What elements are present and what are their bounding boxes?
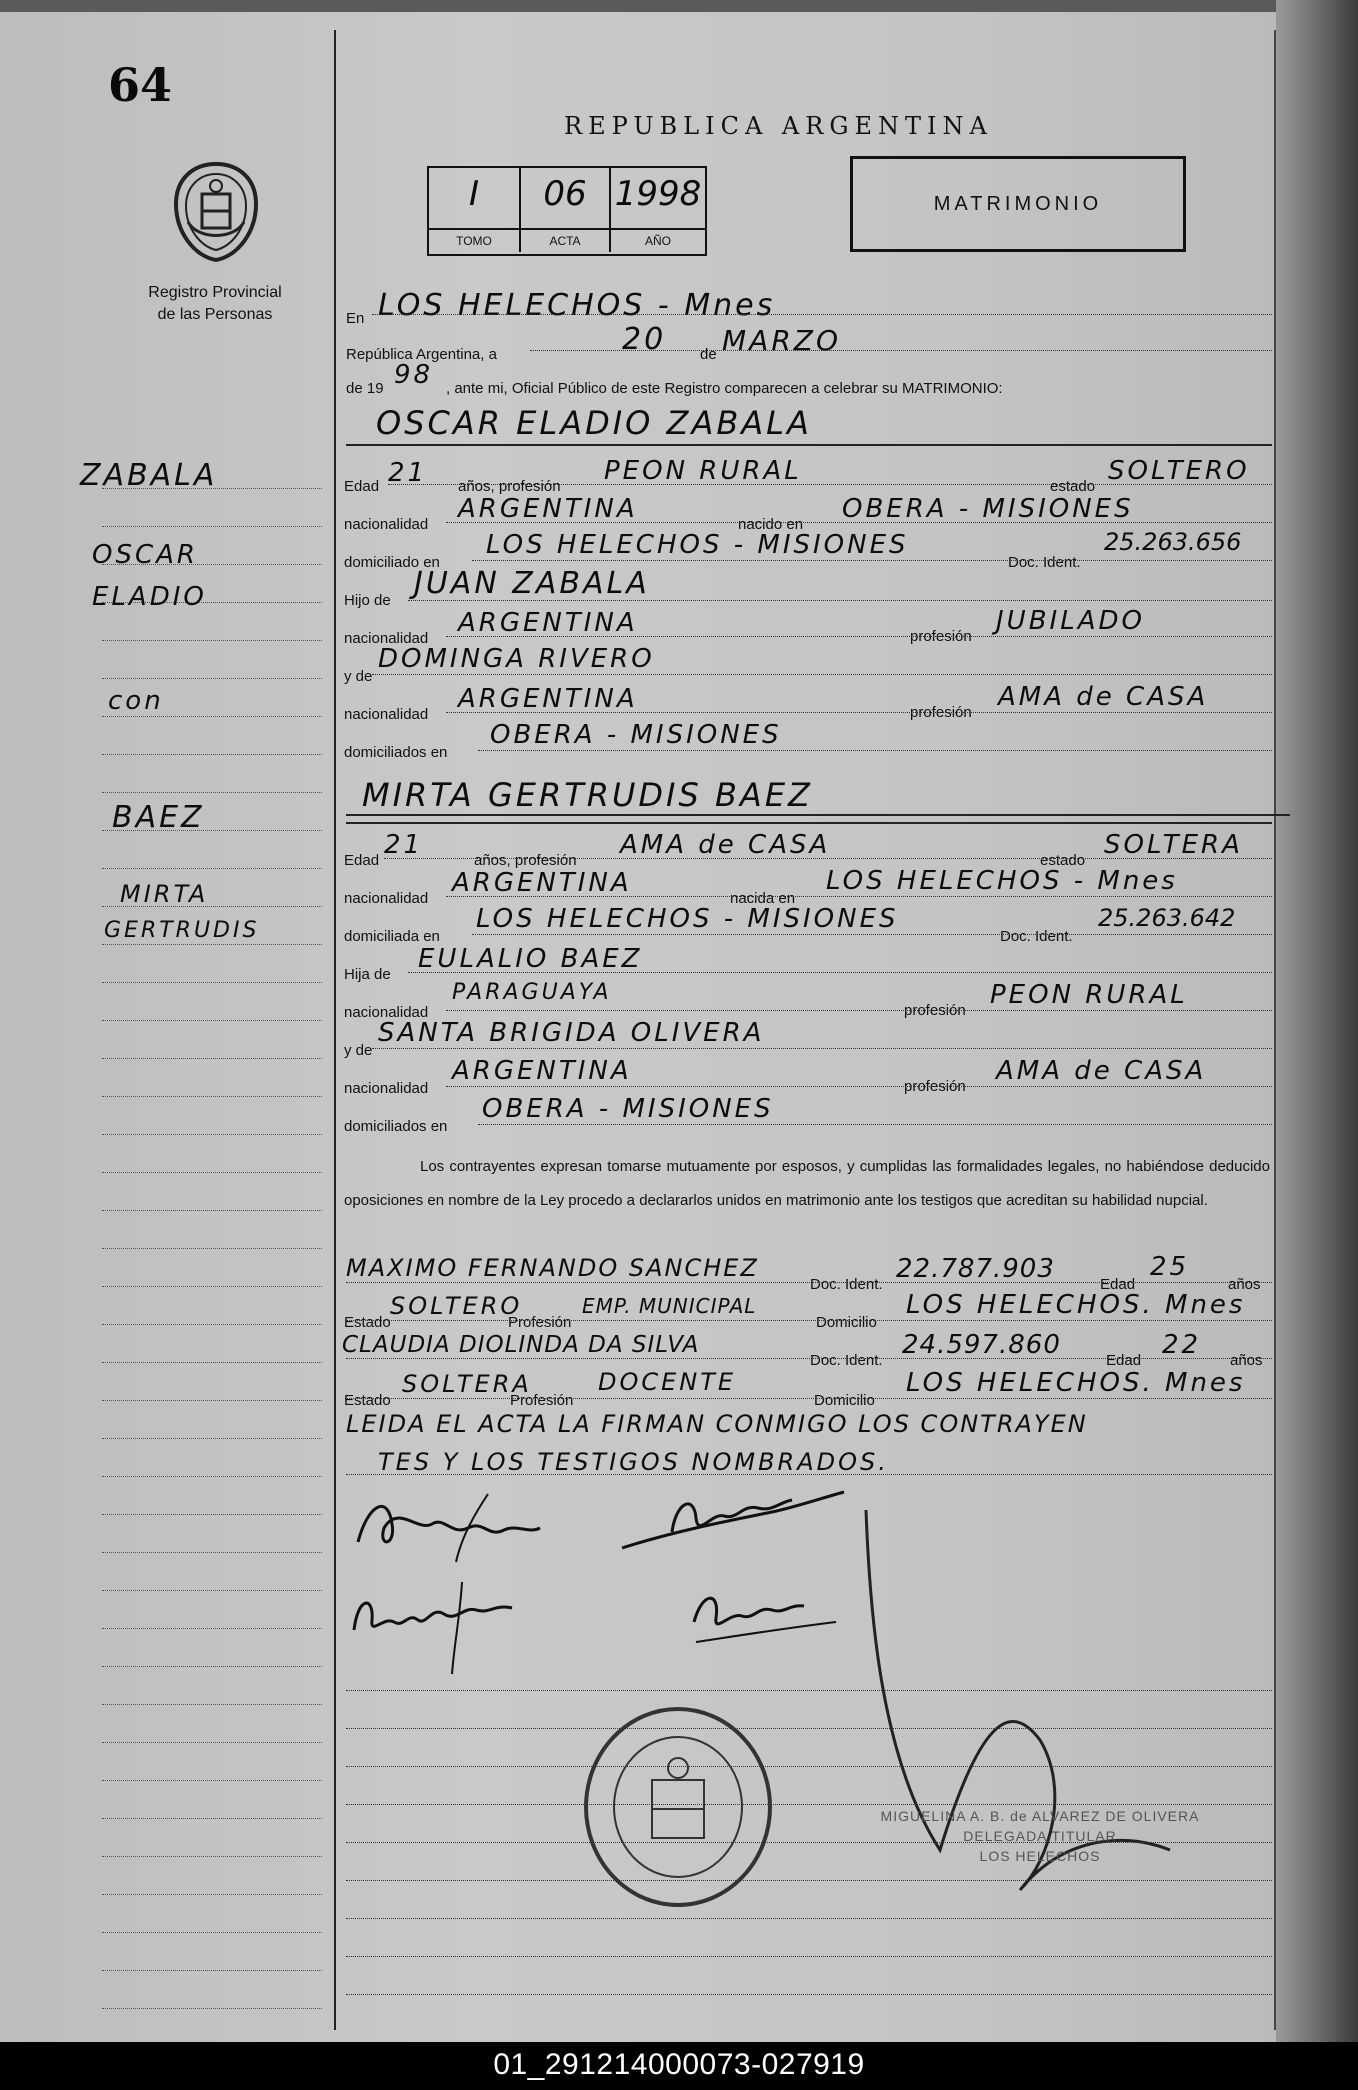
witness2-age: 22 <box>1162 1330 1202 1360</box>
label-anos: años <box>1228 1276 1261 1293</box>
witness1-profession: EMP. MUNICIPAL <box>582 1294 757 1318</box>
label-profesion: profesión <box>910 628 972 645</box>
year-suffix: 98 <box>394 360 434 390</box>
label-domiciliados-en: domiciliados en <box>344 744 448 761</box>
day: 20 <box>622 322 667 357</box>
witness2-address: LOS HELECHOS. Mnes <box>906 1368 1246 1398</box>
label-estado: estado <box>1050 478 1096 495</box>
bride-father-profession: PEON RURAL <box>990 980 1188 1010</box>
declaration-text: Los contrayentes expresan tomarse mutuamente por esposos, y cumplidas las formalidades legales, no habiéndose deducido oposiciones en nombre de la Ley procedo a declararlos unidos en matrimonio ante los testigos que acreditan su habilidad nupcial. <box>344 1158 1270 1209</box>
bride-profession: AMA de CASA <box>620 830 831 860</box>
label-edad-4: Edad <box>1106 1352 1142 1369</box>
label-y-de: y de <box>344 668 373 685</box>
groom-parents-address: OBERA - MISIONES <box>490 720 782 750</box>
right-rule <box>1274 30 1276 2030</box>
bride-signature <box>344 1576 544 1676</box>
closing-line2: TES Y LOS TESTIGOS NOMBRADOS. <box>378 1448 889 1476</box>
record-number-box <box>427 166 707 256</box>
official-stamp-line3: LOS HELECHOS <box>979 1848 1101 1864</box>
month: MARZO <box>722 324 841 357</box>
tomo-value: I <box>468 174 480 214</box>
groom-father-profession: JUBILADO <box>996 606 1145 636</box>
margin-groom-surname: ZABALA <box>80 458 218 493</box>
label-doc-ident-2: Doc. Ident. <box>1000 928 1073 945</box>
bride-doc: 25.263.642 <box>1098 904 1236 932</box>
groom-signature <box>348 1484 548 1564</box>
official-stamp-text <box>860 1806 1220 1866</box>
label-nacido-en: nacido en <box>738 516 804 533</box>
bride-mother-nationality: ARGENTINA <box>452 1056 632 1086</box>
label-estado-cap-2: Estado <box>344 1392 391 1409</box>
official-stamp-line2: DELEGADA TITULAR <box>963 1828 1117 1844</box>
label-y-de-2: y de <box>344 1042 373 1059</box>
label-domiciliado-en: domiciliado en <box>344 554 440 571</box>
bride-mother: SANTA BRIGIDA OLIVERA <box>378 1018 765 1048</box>
label-nacionalidad-5: nacionalidad <box>344 1004 429 1021</box>
bride-age: 21 <box>384 830 424 860</box>
margin-rule <box>334 30 336 2030</box>
margin-connector: con <box>108 686 164 716</box>
label-doc-ident-3: Doc. Ident. <box>810 1276 883 1293</box>
label-estado-2: estado <box>1040 852 1086 869</box>
label-profesion-4: profesión <box>904 1078 966 1095</box>
label-anos-profesion: años, profesión <box>458 478 561 495</box>
bride-nationality: ARGENTINA <box>452 868 632 898</box>
label-nacionalidad-4: nacionalidad <box>344 890 429 907</box>
record-type-box: MATRIMONIO <box>850 156 1186 252</box>
provincial-seal-icon <box>168 160 264 264</box>
groom-father: JUAN ZABALA <box>414 566 650 601</box>
groom-nationality: ARGENTINA <box>458 494 638 524</box>
bride-name: MIRTA GERTRUDIS BAEZ <box>362 776 813 814</box>
margin-groom-given2: ELADIO <box>92 582 207 612</box>
page-number: 64 <box>108 58 173 112</box>
groom-profession: PEON RURAL <box>604 456 802 486</box>
groom-address: LOS HELECHOS - MISIONES <box>486 530 909 560</box>
label-anos-profesion-2: años, profesión <box>474 852 577 869</box>
bride-status: SOLTERA <box>1104 830 1243 860</box>
label-edad-3: Edad <box>1100 1276 1136 1293</box>
label-en: En <box>346 310 365 327</box>
bride-father-nationality: PARAGUAYA <box>452 980 612 1005</box>
witness1-address: LOS HELECHOS. Mnes <box>906 1290 1246 1320</box>
witness1-signature <box>612 1482 852 1562</box>
label-edad-2: Edad <box>344 852 380 869</box>
label-domicilio: Domicilio <box>816 1314 877 1331</box>
label-profesion-2: profesión <box>910 704 972 721</box>
witness1-age: 25 <box>1150 1252 1190 1282</box>
witness1-doc: 22.787.903 <box>896 1254 1055 1284</box>
acta-value: 06 <box>543 174 587 214</box>
witness2-signature <box>686 1582 846 1652</box>
groom-mother-nationality: ARGENTINA <box>458 684 638 714</box>
groom-father-nationality: ARGENTINA <box>458 608 638 638</box>
label-nacionalidad-3: nacionalidad <box>344 706 429 723</box>
label-hija-de: Hija de <box>344 966 391 983</box>
scan-top-edge <box>0 0 1358 12</box>
label-doc-ident: Doc. Ident. <box>1008 554 1081 571</box>
footer-code: 01_291214000073-027919 <box>493 2048 865 2081</box>
label-profesion-cap-2: Profesión <box>510 1392 574 1409</box>
label-profesion-cap: Profesión <box>508 1314 572 1331</box>
label-doc-ident-4: Doc. Ident. <box>810 1352 883 1369</box>
label-nacionalidad-6: nacionalidad <box>344 1080 429 1097</box>
margin-bride-surname: BAEZ <box>112 800 205 835</box>
groom-birthplace: OBERA - MISIONES <box>842 494 1134 524</box>
label-domiciliados-en-2: domiciliados en <box>344 1118 448 1135</box>
witness2-profession: DOCENTE <box>598 1368 737 1396</box>
bride-father: EULALIO BAEZ <box>418 944 643 974</box>
tomo-label: TOMO <box>429 230 521 252</box>
label-profesion-3: profesión <box>904 1002 966 1019</box>
bride-mother-profession: AMA de CASA <box>996 1056 1207 1086</box>
groom-mother-profession: AMA de CASA <box>998 682 1209 712</box>
label-hijo-de: Hijo de <box>344 592 391 609</box>
witness2-name: CLAUDIA DIOLINDA DA SILVA <box>342 1332 700 1358</box>
label-anos-2: años <box>1230 1352 1263 1369</box>
closing-line1: LEIDA EL ACTA LA FIRMAN CONMIGO LOS CONTRAYEN <box>346 1410 1088 1438</box>
place: LOS HELECHOS - Mnes <box>378 288 776 323</box>
witness2-status: SOLTERA <box>402 1370 532 1398</box>
bride-address: LOS HELECHOS - MISIONES <box>476 904 899 934</box>
label-domiciliada-en: domiciliada en <box>344 928 440 945</box>
country-heading: REPUBLICA ARGENTINA <box>564 112 993 140</box>
registry-name-line1: Registro Provincial <box>148 284 282 301</box>
witness1-status: SOLTERO <box>390 1292 523 1320</box>
bride-parents-address: OBERA - MISIONES <box>482 1094 774 1124</box>
witness1-name: MAXIMO FERNANDO SANCHEZ <box>346 1254 759 1282</box>
bride-birthplace: LOS HELECHOS - Mnes <box>826 866 1178 896</box>
groom-doc: 25.263.656 <box>1104 528 1242 556</box>
label-edad: Edad <box>344 478 380 495</box>
label-nacida-en: nacida en <box>730 890 796 907</box>
label-domicilio-2: Domicilio <box>814 1392 875 1409</box>
groom-mother: DOMINGA RIVERO <box>378 644 655 674</box>
label-nacionalidad-2: nacionalidad <box>344 630 429 647</box>
groom-status: SOLTERO <box>1108 456 1250 486</box>
acta-label: ACTA <box>521 230 611 252</box>
label-de19: de 19 <box>346 380 384 397</box>
witness2-doc: 24.597.860 <box>902 1330 1061 1360</box>
groom-name: OSCAR ELADIO ZABALA <box>376 404 812 442</box>
label-estado-cap: Estado <box>344 1314 391 1331</box>
label-ante: , ante mi, Oficial Público de este Registro comparecen a celebrar su MATRIMONIO: <box>446 380 1003 397</box>
label-nacionalidad: nacionalidad <box>344 516 429 533</box>
margin-bride-given2: GERTRUDIS <box>104 918 260 943</box>
margin-groom-given1: OSCAR <box>92 540 198 570</box>
margin-bride-given1: MIRTA <box>120 880 209 908</box>
groom-age: 21 <box>388 458 428 488</box>
official-stamp-line1: MIGUELINA A. B. de ALVAREZ DE OLIVERA <box>880 1808 1200 1824</box>
label-republica: República Argentina, a <box>346 346 497 363</box>
ano-value: 1998 <box>614 174 702 214</box>
registry-name <box>120 282 310 326</box>
registry-name-line2: de las Personas <box>157 306 273 323</box>
label-de: de <box>700 346 717 363</box>
scan-page-edge <box>1276 0 1358 2042</box>
ano-label: AÑO <box>644 234 671 248</box>
